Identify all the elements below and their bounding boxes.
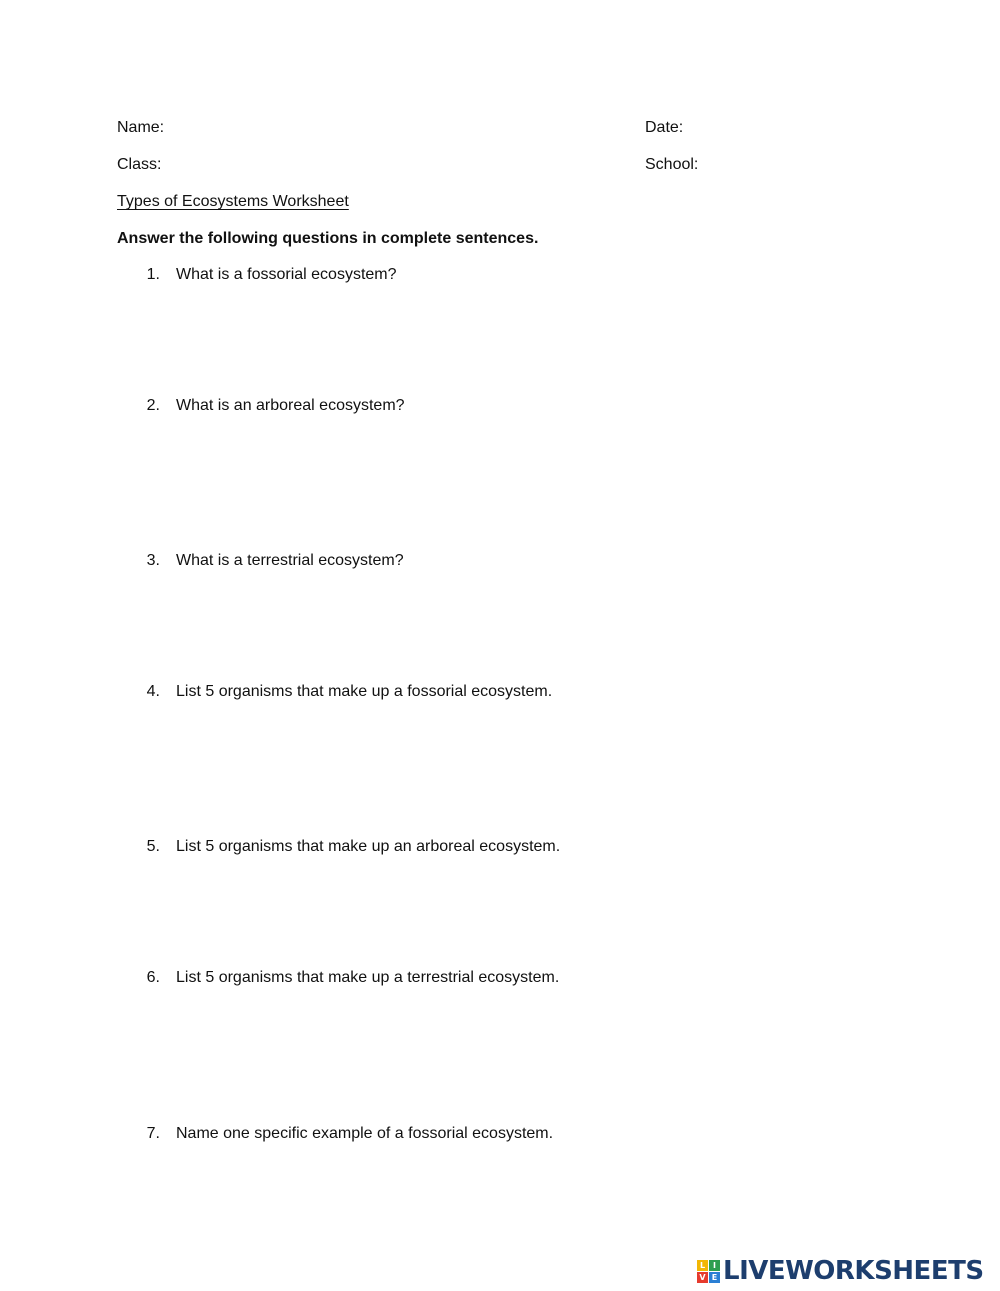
question-number: 3. — [146, 552, 160, 569]
question-text: What is a fossorial ecosystem? — [176, 266, 397, 283]
logo-block-e: E — [709, 1272, 720, 1283]
date-label: Date: — [645, 119, 684, 136]
live-blocks-icon — [697, 1260, 720, 1283]
logo-block-v: V — [697, 1272, 708, 1283]
liveworksheets-logo — [697, 1256, 984, 1286]
question-number: 1. — [146, 266, 160, 283]
question-text: List 5 organisms that make up a fossorial ecosystem. — [176, 683, 553, 700]
class-label: Class: — [117, 156, 162, 173]
brand-text: LIVEWORKSHEETS — [723, 1256, 984, 1286]
school-label: School: — [645, 156, 699, 173]
logo-block-l: L — [697, 1260, 708, 1271]
logo-block-i: I — [709, 1260, 720, 1271]
question-number: 6. — [146, 969, 160, 986]
question-text: What is a terrestrial ecosystem? — [176, 552, 404, 569]
question-number: 5. — [146, 838, 160, 855]
question-number: 2. — [146, 397, 160, 414]
question-text: List 5 organisms that make up a terrestrial ecosystem. — [176, 969, 560, 986]
worksheet-title: Types of Ecosystems Worksheet — [117, 193, 349, 210]
instructions: Answer the following questions in complete sentences. — [117, 230, 539, 247]
question-number: 4. — [146, 683, 160, 700]
name-label: Name: — [117, 119, 165, 136]
question-text: Name one specific example of a fossorial ecosystem. — [176, 1125, 554, 1142]
question-text: List 5 organisms that make up an arboreal ecosystem. — [176, 838, 561, 855]
question-text: What is an arboreal ecosystem? — [176, 397, 405, 414]
question-number: 7. — [146, 1125, 160, 1142]
